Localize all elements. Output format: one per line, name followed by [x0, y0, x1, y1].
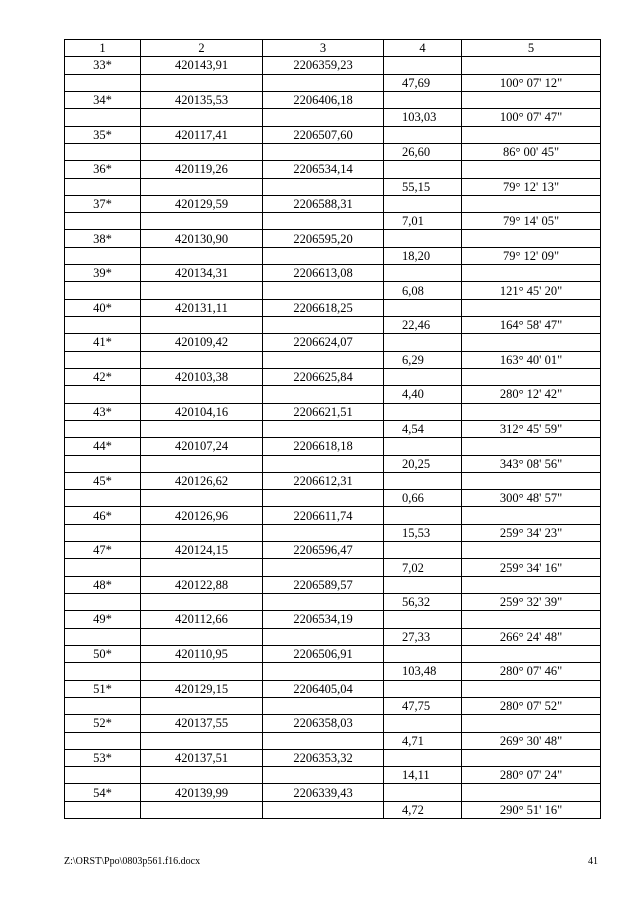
point-number: 49* — [65, 611, 141, 628]
empty-cell — [65, 559, 141, 576]
empty-cell — [65, 455, 141, 472]
empty-cell — [462, 680, 601, 697]
empty-cell — [384, 126, 462, 143]
segment-row — [65, 559, 601, 576]
empty-cell — [65, 247, 141, 264]
empty-cell — [65, 524, 141, 541]
x-coordinate: 420137,55 — [141, 715, 263, 732]
point-row — [65, 784, 601, 801]
point-number: 34* — [65, 91, 141, 108]
empty-cell — [462, 576, 601, 593]
point-row — [65, 472, 601, 489]
y-coordinate: 2206353,32 — [263, 749, 384, 766]
empty-cell — [65, 213, 141, 230]
empty-cell — [384, 438, 462, 455]
segment-row — [65, 455, 601, 472]
segment-length: 103,48 — [384, 663, 462, 680]
segment-length: 56,32 — [384, 594, 462, 611]
empty-cell — [462, 507, 601, 524]
empty-cell — [65, 282, 141, 299]
empty-cell — [65, 663, 141, 680]
empty-cell — [263, 247, 384, 264]
x-coordinate: 420109,42 — [141, 334, 263, 351]
empty-cell — [263, 594, 384, 611]
segment-row — [65, 143, 601, 160]
empty-cell — [462, 161, 601, 178]
segment-length: 4,40 — [384, 386, 462, 403]
header-col-3: 3 — [263, 40, 384, 57]
empty-cell — [141, 74, 263, 91]
point-row — [65, 576, 601, 593]
x-coordinate: 420119,26 — [141, 161, 263, 178]
empty-cell — [263, 455, 384, 472]
point-row — [65, 195, 601, 212]
segment-row — [65, 801, 601, 818]
empty-cell — [462, 91, 601, 108]
direction-angle: 121° 45' 20" — [462, 282, 601, 299]
point-number: 48* — [65, 576, 141, 593]
empty-cell — [141, 732, 263, 749]
empty-cell — [384, 368, 462, 385]
empty-cell — [141, 455, 263, 472]
y-coordinate: 2206359,23 — [263, 57, 384, 74]
point-row — [65, 265, 601, 282]
direction-angle: 79° 14' 05" — [462, 213, 601, 230]
empty-cell — [263, 524, 384, 541]
empty-cell — [384, 161, 462, 178]
empty-cell — [384, 299, 462, 316]
point-number: 45* — [65, 472, 141, 489]
y-coordinate: 2206611,74 — [263, 507, 384, 524]
point-number: 46* — [65, 507, 141, 524]
empty-cell — [384, 265, 462, 282]
empty-cell — [65, 420, 141, 437]
empty-cell — [384, 334, 462, 351]
x-coordinate: 420107,24 — [141, 438, 263, 455]
x-coordinate: 420112,66 — [141, 611, 263, 628]
segment-length: 55,15 — [384, 178, 462, 195]
y-coordinate: 2206405,04 — [263, 680, 384, 697]
empty-cell — [462, 784, 601, 801]
empty-cell — [263, 178, 384, 195]
y-coordinate: 2206613,08 — [263, 265, 384, 282]
empty-cell — [141, 282, 263, 299]
empty-cell — [462, 265, 601, 282]
direction-angle: 79° 12' 09" — [462, 247, 601, 264]
point-row — [65, 438, 601, 455]
empty-cell — [384, 576, 462, 593]
point-number: 35* — [65, 126, 141, 143]
y-coordinate: 2206506,91 — [263, 645, 384, 662]
empty-cell — [263, 559, 384, 576]
segment-length: 22,46 — [384, 317, 462, 334]
empty-cell — [263, 109, 384, 126]
direction-angle: 79° 12' 13" — [462, 178, 601, 195]
empty-cell — [141, 386, 263, 403]
segment-row — [65, 490, 601, 507]
segment-length: 18,20 — [384, 247, 462, 264]
segment-length: 7,01 — [384, 213, 462, 230]
segment-row — [65, 663, 601, 680]
x-coordinate: 420139,99 — [141, 784, 263, 801]
x-coordinate: 420122,88 — [141, 576, 263, 593]
empty-cell — [462, 230, 601, 247]
direction-angle: 266° 24' 48" — [462, 628, 601, 645]
y-coordinate: 2206589,57 — [263, 576, 384, 593]
empty-cell — [65, 594, 141, 611]
empty-cell — [462, 438, 601, 455]
point-row — [65, 126, 601, 143]
direction-angle: 290° 51' 16" — [462, 801, 601, 818]
segment-row — [65, 247, 601, 264]
direction-angle: 163° 40' 01" — [462, 351, 601, 368]
empty-cell — [462, 749, 601, 766]
empty-cell — [65, 317, 141, 334]
x-coordinate: 420117,41 — [141, 126, 263, 143]
empty-cell — [141, 559, 263, 576]
y-coordinate: 2206625,84 — [263, 368, 384, 385]
empty-cell — [462, 126, 601, 143]
segment-row — [65, 697, 601, 714]
y-coordinate: 2206612,31 — [263, 472, 384, 489]
header-col-5: 5 — [462, 40, 601, 57]
empty-cell — [462, 334, 601, 351]
empty-cell — [141, 594, 263, 611]
segment-row — [65, 282, 601, 299]
header-col-1: 1 — [65, 40, 141, 57]
segment-length: 0,66 — [384, 490, 462, 507]
segment-length: 4,71 — [384, 732, 462, 749]
table-header-row — [65, 40, 601, 57]
empty-cell — [462, 195, 601, 212]
point-row — [65, 715, 601, 732]
segment-length: 4,54 — [384, 420, 462, 437]
point-number: 37* — [65, 195, 141, 212]
empty-cell — [384, 645, 462, 662]
empty-cell — [263, 732, 384, 749]
empty-cell — [384, 680, 462, 697]
x-coordinate: 420129,59 — [141, 195, 263, 212]
y-coordinate: 2206507,60 — [263, 126, 384, 143]
empty-cell — [65, 143, 141, 160]
empty-cell — [384, 611, 462, 628]
segment-length: 20,25 — [384, 455, 462, 472]
empty-cell — [65, 74, 141, 91]
empty-cell — [65, 697, 141, 714]
y-coordinate: 2206406,18 — [263, 91, 384, 108]
empty-cell — [384, 749, 462, 766]
empty-cell — [65, 109, 141, 126]
empty-cell — [141, 247, 263, 264]
empty-cell — [141, 109, 263, 126]
empty-cell — [141, 490, 263, 507]
point-row — [65, 645, 601, 662]
segment-length: 4,72 — [384, 801, 462, 818]
empty-cell — [384, 91, 462, 108]
point-number: 47* — [65, 542, 141, 559]
y-coordinate: 2206624,07 — [263, 334, 384, 351]
direction-angle: 280° 07' 46" — [462, 663, 601, 680]
segment-length: 27,33 — [384, 628, 462, 645]
segment-length: 15,53 — [384, 524, 462, 541]
segment-row — [65, 594, 601, 611]
point-row — [65, 749, 601, 766]
point-row — [65, 161, 601, 178]
empty-cell — [65, 386, 141, 403]
header-col-4: 4 — [384, 40, 462, 57]
empty-cell — [384, 472, 462, 489]
direction-angle: 259° 34' 16" — [462, 559, 601, 576]
segment-length: 103,03 — [384, 109, 462, 126]
empty-cell — [384, 715, 462, 732]
segment-row — [65, 109, 601, 126]
empty-cell — [462, 57, 601, 74]
point-number: 54* — [65, 784, 141, 801]
point-number: 39* — [65, 265, 141, 282]
direction-angle: 164° 58' 47" — [462, 317, 601, 334]
point-number: 40* — [65, 299, 141, 316]
empty-cell — [263, 386, 384, 403]
empty-cell — [141, 178, 263, 195]
x-coordinate: 420110,95 — [141, 645, 263, 662]
empty-cell — [384, 230, 462, 247]
x-coordinate: 420103,38 — [141, 368, 263, 385]
y-coordinate: 2206534,14 — [263, 161, 384, 178]
y-coordinate: 2206339,43 — [263, 784, 384, 801]
point-number: 43* — [65, 403, 141, 420]
empty-cell — [141, 767, 263, 784]
empty-cell — [65, 801, 141, 818]
empty-cell — [384, 403, 462, 420]
segment-row — [65, 628, 601, 645]
y-coordinate: 2206595,20 — [263, 230, 384, 247]
direction-angle: 259° 32' 39" — [462, 594, 601, 611]
x-coordinate: 420135,53 — [141, 91, 263, 108]
table-body — [65, 57, 601, 819]
segment-row — [65, 178, 601, 195]
empty-cell — [384, 542, 462, 559]
segment-length: 14,11 — [384, 767, 462, 784]
point-row — [65, 334, 601, 351]
empty-cell — [141, 420, 263, 437]
empty-cell — [263, 317, 384, 334]
empty-cell — [263, 490, 384, 507]
empty-cell — [263, 213, 384, 230]
y-coordinate: 2206621,51 — [263, 403, 384, 420]
empty-cell — [141, 663, 263, 680]
empty-cell — [65, 732, 141, 749]
point-number: 51* — [65, 680, 141, 697]
point-number: 41* — [65, 334, 141, 351]
empty-cell — [141, 801, 263, 818]
segment-length: 6,08 — [384, 282, 462, 299]
segment-row — [65, 767, 601, 784]
footer-file-path: Z:\ORST\Ppo\0803p561.f16.docx — [64, 856, 201, 867]
point-row — [65, 299, 601, 316]
point-row — [65, 403, 601, 420]
empty-cell — [65, 767, 141, 784]
empty-cell — [462, 299, 601, 316]
empty-cell — [141, 628, 263, 645]
point-row — [65, 230, 601, 247]
empty-cell — [462, 403, 601, 420]
point-number: 33* — [65, 57, 141, 74]
empty-cell — [263, 697, 384, 714]
segment-length: 47,75 — [384, 697, 462, 714]
empty-cell — [384, 195, 462, 212]
point-row — [65, 542, 601, 559]
x-coordinate: 420129,15 — [141, 680, 263, 697]
empty-cell — [263, 74, 384, 91]
empty-cell — [141, 213, 263, 230]
empty-cell — [141, 317, 263, 334]
header-col-2: 2 — [141, 40, 263, 57]
empty-cell — [384, 57, 462, 74]
empty-cell — [462, 368, 601, 385]
segment-length: 7,02 — [384, 559, 462, 576]
point-number: 44* — [65, 438, 141, 455]
point-number: 38* — [65, 230, 141, 247]
empty-cell — [263, 663, 384, 680]
empty-cell — [141, 351, 263, 368]
empty-cell — [65, 628, 141, 645]
x-coordinate: 420143,91 — [141, 57, 263, 74]
empty-cell — [263, 628, 384, 645]
empty-cell — [263, 767, 384, 784]
empty-cell — [65, 178, 141, 195]
coordinates-table — [64, 39, 601, 819]
x-coordinate: 420104,16 — [141, 403, 263, 420]
segment-row — [65, 317, 601, 334]
segment-row — [65, 351, 601, 368]
point-number: 53* — [65, 749, 141, 766]
direction-angle: 259° 34' 23" — [462, 524, 601, 541]
empty-cell — [263, 801, 384, 818]
empty-cell — [141, 697, 263, 714]
direction-angle: 312° 45' 59" — [462, 420, 601, 437]
segment-row — [65, 386, 601, 403]
x-coordinate: 420126,62 — [141, 472, 263, 489]
x-coordinate: 420124,15 — [141, 542, 263, 559]
empty-cell — [384, 784, 462, 801]
point-number: 52* — [65, 715, 141, 732]
point-number: 36* — [65, 161, 141, 178]
segment-row — [65, 74, 601, 91]
direction-angle: 269° 30' 48" — [462, 732, 601, 749]
empty-cell — [263, 420, 384, 437]
direction-angle: 100° 07' 12" — [462, 74, 601, 91]
segment-row — [65, 732, 601, 749]
empty-cell — [462, 542, 601, 559]
x-coordinate: 420126,96 — [141, 507, 263, 524]
y-coordinate: 2206534,19 — [263, 611, 384, 628]
point-row — [65, 507, 601, 524]
empty-cell — [263, 282, 384, 299]
segment-length: 47,69 — [384, 74, 462, 91]
empty-cell — [65, 351, 141, 368]
point-row — [65, 57, 601, 74]
point-row — [65, 680, 601, 697]
x-coordinate: 420134,31 — [141, 265, 263, 282]
x-coordinate: 420137,51 — [141, 749, 263, 766]
segment-row — [65, 524, 601, 541]
point-row — [65, 611, 601, 628]
empty-cell — [384, 507, 462, 524]
point-number: 42* — [65, 368, 141, 385]
empty-cell — [462, 611, 601, 628]
empty-cell — [263, 351, 384, 368]
segment-length: 26,60 — [384, 143, 462, 160]
direction-angle: 300° 48' 57" — [462, 490, 601, 507]
direction-angle: 343° 08' 56" — [462, 455, 601, 472]
empty-cell — [141, 524, 263, 541]
y-coordinate: 2206618,25 — [263, 299, 384, 316]
point-row — [65, 368, 601, 385]
empty-cell — [263, 143, 384, 160]
empty-cell — [462, 645, 601, 662]
y-coordinate: 2206588,31 — [263, 195, 384, 212]
empty-cell — [462, 472, 601, 489]
x-coordinate: 420130,90 — [141, 230, 263, 247]
direction-angle: 100° 07' 47" — [462, 109, 601, 126]
footer-page-number: 41 — [588, 856, 598, 867]
y-coordinate: 2206596,47 — [263, 542, 384, 559]
y-coordinate: 2206358,03 — [263, 715, 384, 732]
direction-angle: 86° 00' 45" — [462, 143, 601, 160]
direction-angle: 280° 07' 24" — [462, 767, 601, 784]
point-row — [65, 91, 601, 108]
direction-angle: 280° 07' 52" — [462, 697, 601, 714]
point-number: 50* — [65, 645, 141, 662]
empty-cell — [462, 715, 601, 732]
segment-row — [65, 420, 601, 437]
empty-cell — [65, 490, 141, 507]
empty-cell — [141, 143, 263, 160]
x-coordinate: 420131,11 — [141, 299, 263, 316]
direction-angle: 280° 12' 42" — [462, 386, 601, 403]
segment-row — [65, 213, 601, 230]
y-coordinate: 2206618,18 — [263, 438, 384, 455]
segment-length: 6,29 — [384, 351, 462, 368]
